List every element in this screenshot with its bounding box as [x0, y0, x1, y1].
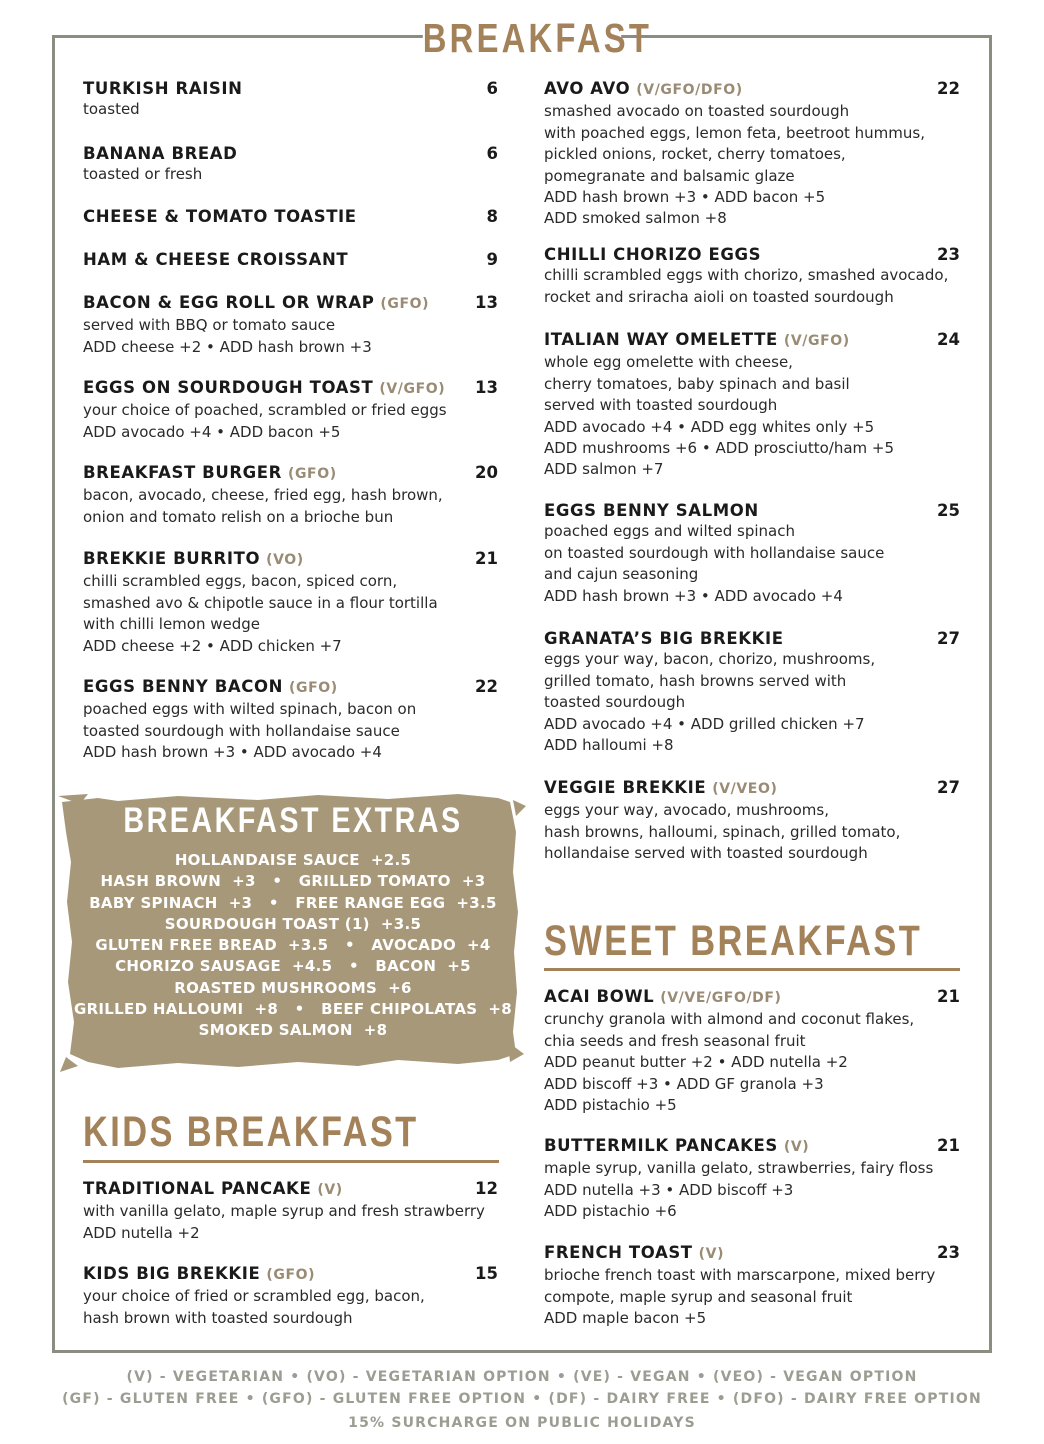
description-line: hollandaise served with toasted sourdough [544, 844, 868, 863]
menu-item [544, 329, 960, 481]
description-line: ADD biscoff +3 • ADD GF granola +3 [544, 1074, 824, 1093]
menu-item [544, 78, 960, 230]
menu-item-description [544, 265, 960, 308]
menu-item-name: AVO AVO [544, 79, 631, 98]
menu-item-name: FRENCH TOAST [544, 1243, 693, 1262]
description-line: compote, maple syrup and seasonal fruit [544, 1287, 853, 1306]
menu-item-header [83, 377, 498, 400]
menu-item-description [83, 571, 498, 657]
menu-item [83, 377, 498, 443]
extras-line: CHORIZO SAUSAGE +4.5 • BACON +5 [115, 957, 471, 976]
description-line: toasted or fresh [83, 165, 203, 184]
dietary-tag: (GFO) [266, 1267, 316, 1283]
description-line: chia seeds and fresh seasonal fruit [544, 1031, 806, 1050]
menu-item-price: 23 [937, 245, 960, 264]
description-line: toasted sourdough with hollandaise sauce [83, 721, 400, 740]
description-line: ADD cheese +2 • ADD hash brown +3 [83, 337, 372, 356]
menu-item-header [544, 986, 960, 1009]
description-line: served with BBQ or tomato sauce [83, 316, 336, 335]
extras-line: GLUTEN FREE BREAD +3.5 • AVOCADO +4 [95, 936, 491, 955]
sweet-section-rule [544, 968, 960, 971]
menu-item-header [83, 676, 498, 699]
menu-item-price: 8 [486, 207, 498, 226]
menu-item [83, 676, 498, 764]
extras-list [58, 850, 528, 1042]
extras-line: HOLLANDAISE SAUCE +2.5 [174, 851, 412, 869]
description-line: ADD pistachio +5 [544, 1096, 677, 1115]
menu-item-name: EGGS BENNY BACON [83, 677, 284, 696]
menu-item-description [544, 800, 960, 864]
menu-item-description [83, 400, 498, 443]
description-line: toasted sourdough [544, 693, 686, 712]
menu-item-description [83, 99, 498, 120]
menu-item-description [544, 352, 960, 480]
extras-line: GRILLED HALLOUMI +8 • BEEF CHIPOLATAS +8 [73, 1000, 513, 1019]
description-line: with vanilla gelato, maple syrup and fresh strawberry [83, 1202, 485, 1221]
menu-item-price: 22 [475, 677, 498, 696]
menu-item-header [544, 244, 960, 265]
dietary-tag: (GFO) [289, 680, 338, 696]
menu-item [544, 777, 960, 865]
description-line: ADD hash brown +3 • ADD avocado +4 [83, 743, 382, 762]
surcharge-note: 15% SURCHARGE ON PUBLIC HOLIDAYS [348, 1415, 696, 1431]
menu-item-name: KIDS BIG BREKKIE [83, 1264, 261, 1283]
menu-item [544, 986, 960, 1116]
description-line: whole egg omelette with cheese, [544, 353, 793, 372]
menu-item [83, 548, 498, 657]
menu-item-header [544, 777, 960, 800]
dietary-tag: (V/VEO) [712, 781, 778, 797]
menu-item-name: BACON & EGG ROLL OR WRAP [83, 293, 375, 312]
dietary-tag: (V/GFO/DFO) [636, 82, 743, 98]
menu-item-price: 6 [486, 144, 498, 163]
description-line: chilli scrambled eggs, bacon, spiced corn, [83, 572, 398, 591]
description-line: toasted [83, 100, 140, 119]
description-line: brioche french toast with marscarpone, mixed berry [544, 1266, 936, 1285]
dietary-tag: (V/VE/GFO/DF) [660, 990, 782, 1006]
description-line: ADD smoked salmon +8 [544, 209, 727, 228]
menu-item [544, 244, 960, 308]
menu-item [544, 1242, 960, 1330]
extras-line: BABY SPINACH +3 • FREE RANGE EGG +3.5 [89, 893, 497, 912]
menu-item-name: ACAI BOWL [544, 987, 655, 1006]
description-line: chilli scrambled eggs with chorizo, smashed avocado, [544, 266, 949, 285]
description-line: ADD avocado +4 • ADD egg whites only +5 [544, 417, 875, 436]
menu-item-description [544, 101, 960, 229]
menu-item-name: BREAKFAST BURGER [83, 463, 282, 482]
menu-item-header [83, 292, 498, 315]
menu-item [544, 628, 960, 756]
menu-item-header [544, 78, 960, 101]
description-line: hash browns, halloumi, spinach, grilled tomato, [544, 822, 901, 841]
description-line: ADD salmon +7 [544, 460, 664, 479]
kids-section-title: KIDS BREAKFAST [83, 1108, 419, 1156]
menu-item-price: 9 [486, 250, 498, 269]
menu-item-header [544, 1242, 960, 1265]
description-line: pomegranate and balsamic glaze [544, 166, 795, 185]
menu-item [83, 1263, 498, 1329]
menu-item-name: ITALIAN WAY OMELETTE [544, 330, 778, 349]
description-line: ADD hash brown +3 • ADD bacon +5 [544, 188, 826, 207]
extras-line: SMOKED SALMON +8 [198, 1021, 388, 1040]
menu-item-header [83, 462, 498, 485]
menu-item-price: 21 [937, 987, 960, 1006]
menu-item-description [83, 1201, 498, 1244]
menu-item-price: 13 [475, 293, 498, 312]
description-line: onion and tomato relish on a brioche bun [83, 507, 394, 526]
menu-item-description [83, 485, 498, 528]
menu-item [544, 500, 960, 607]
menu-item-name: BANANA BREAD [83, 144, 238, 163]
description-line: ADD pistachio +6 [544, 1202, 677, 1221]
menu-item-price: 22 [937, 79, 960, 98]
description-line: ADD avocado +4 • ADD bacon +5 [83, 422, 341, 441]
menu-item-header [83, 548, 498, 571]
dietary-tag: (GFO) [287, 466, 337, 482]
menu-item-description [544, 521, 960, 607]
menu-item-description [83, 699, 498, 763]
description-line: rocket and sriracha aioli on toasted sourdough [544, 287, 894, 306]
menu-item-header [83, 143, 498, 164]
description-line: poached eggs and wilted spinach [544, 522, 795, 541]
dietary-tag: (V/GFO) [783, 333, 850, 349]
menu-item [83, 292, 498, 358]
menu-item-header [544, 500, 960, 521]
menu-item-header [83, 1263, 498, 1286]
menu-item [544, 1135, 960, 1223]
breakfast-extras-box [58, 792, 518, 1074]
menu-item-price: 24 [937, 330, 960, 349]
menu-item-name: TRADITIONAL PANCAKE [83, 1179, 312, 1198]
menu-item-name: EGGS ON SOURDOUGH TOAST [83, 378, 374, 397]
description-line: with poached eggs, lemon feta, beetroot hummus, [544, 123, 925, 142]
description-line: grilled tomato, hash browns served with [544, 671, 847, 690]
menu-item-header [544, 1135, 960, 1158]
menu-item-price: 12 [475, 1179, 498, 1198]
menu-item [83, 206, 498, 227]
menu-item-description [544, 1158, 960, 1222]
menu-item-description [83, 164, 498, 185]
menu-item-name: BREKKIE BURRITO [83, 549, 261, 568]
dietary-tag: (VO) [266, 552, 304, 568]
extras-line: ROASTED MUSHROOMS +6 [174, 978, 412, 997]
description-line: ADD mushrooms +6 • ADD prosciutto/ham +5 [544, 439, 895, 458]
description-line: poached eggs with wilted spinach, bacon on [83, 700, 417, 719]
menu-item-price: 25 [937, 501, 960, 520]
menu-item-header [544, 329, 960, 352]
description-line: ADD peanut butter +2 • ADD nutella +2 [544, 1053, 848, 1072]
menu-item-price: 20 [475, 463, 498, 482]
description-line: ADD avocado +4 • ADD grilled chicken +7 [544, 714, 865, 733]
menu-item-price: 21 [937, 1136, 960, 1155]
menu-item-price: 27 [937, 629, 960, 648]
kids-section-rule [83, 1160, 499, 1163]
description-line: and cajun seasoning [544, 565, 699, 584]
menu-item-description [83, 1286, 498, 1329]
description-line: on toasted sourdough with hollandaise sauce [544, 543, 885, 562]
menu-item-name: GRANATA’S BIG BREKKIE [544, 629, 784, 648]
extras-title: BREAKFAST EXTRAS [123, 801, 463, 840]
menu-item [83, 462, 498, 528]
description-line: eggs your way, avocado, mushrooms, [544, 801, 829, 820]
extras-line: SOURDOUGH TOAST (1) +3.5 [164, 914, 422, 933]
menu-item-header [83, 1178, 498, 1201]
menu-item-header [544, 628, 960, 649]
menu-item-price: 21 [475, 549, 498, 568]
menu-item-name: CHILLI CHORIZO EGGS [544, 245, 762, 264]
description-line: ADD nutella +3 • ADD biscoff +3 [544, 1180, 794, 1199]
description-line: ADD nutella +2 [83, 1223, 200, 1242]
dietary-tag: (V) [783, 1139, 810, 1155]
sweet-section-title: SWEET BREAKFAST [544, 917, 923, 965]
menu-item [83, 78, 498, 121]
description-line: ADD halloumi +8 [544, 736, 674, 755]
menu-item-name: BUTTERMILK PANCAKES [544, 1136, 778, 1155]
menu-item-description [544, 1265, 960, 1329]
dietary-tag: (V) [317, 1182, 343, 1198]
dietary-tag: (GFO) [380, 296, 430, 312]
menu-item [83, 249, 498, 270]
menu-item [83, 143, 498, 186]
description-line: pickled onions, rocket, cherry tomatoes, [544, 145, 846, 164]
dietary-tag: (V/GFO) [379, 381, 446, 397]
menu-item-name: CHEESE & TOMATO TOASTIE [83, 207, 357, 226]
menu-item-price: 27 [937, 778, 960, 797]
menu-item-price: 13 [475, 378, 498, 397]
menu-item-name: EGGS BENNY SALMON [544, 501, 759, 520]
description-line: cherry tomatoes, baby spinach and basil [544, 374, 850, 393]
menu-item-description [544, 1009, 960, 1116]
menu-item-header [83, 206, 498, 227]
legend-line-1: (V) - VEGETARIAN • (VO) - VEGETARIAN OPTION • (VE) - VEGAN • (VEO) - VEGAN OPTION [126, 1369, 918, 1385]
description-line: bacon, avocado, cheese, fried egg, hash brown, [83, 486, 443, 505]
description-line: your choice of fried or scrambled egg, bacon, [83, 1287, 425, 1306]
description-line: smashed avocado on toasted sourdough [544, 102, 850, 121]
extras-line: HASH BROWN +3 • GRILLED TOMATO +3 [100, 872, 486, 891]
description-line: ADD cheese +2 • ADD chicken +7 [83, 636, 342, 655]
menu-item-price: 23 [937, 1243, 960, 1262]
menu-item-description [83, 315, 498, 358]
menu-item-name: VEGGIE BREKKIE [544, 778, 707, 797]
menu-item-header [83, 78, 498, 99]
menu-item-name: HAM & CHEESE CROISSANT [83, 250, 349, 269]
description-line: eggs your way, bacon, chorizo, mushrooms, [544, 650, 876, 669]
menu-item-price: 6 [486, 79, 498, 98]
menu-item-price: 15 [475, 1264, 498, 1283]
page-title: BREAKFAST [422, 15, 653, 61]
menu-item-header [83, 249, 498, 270]
description-line: maple syrup, vanilla gelato, strawberries, fairy floss [544, 1159, 934, 1178]
menu-item-name: TURKISH RAISIN [83, 79, 243, 98]
description-line: your choice of poached, scrambled or fried eggs [83, 401, 447, 420]
description-line: hash brown with toasted sourdough [83, 1308, 353, 1327]
description-line: with chilli lemon wedge [83, 615, 261, 634]
menu-item-description [544, 649, 960, 756]
description-line: smashed avo & chipotle sauce in a flour tortilla [83, 593, 438, 612]
description-line: crunchy granola with almond and coconut flakes, [544, 1010, 915, 1029]
description-line: ADD maple bacon +5 [544, 1309, 707, 1328]
description-line: served with toasted sourdough [544, 396, 778, 415]
menu-item [83, 1178, 498, 1244]
description-line: ADD hash brown +3 • ADD avocado +4 [544, 586, 843, 605]
legend-line-2: (GF) - GLUTEN FREE • (GFO) - GLUTEN FREE OPTION • (DF) - DAIRY FREE • (DFO) - DAIRY FREE OPTION [62, 1391, 982, 1407]
dietary-tag: (V) [698, 1246, 725, 1262]
